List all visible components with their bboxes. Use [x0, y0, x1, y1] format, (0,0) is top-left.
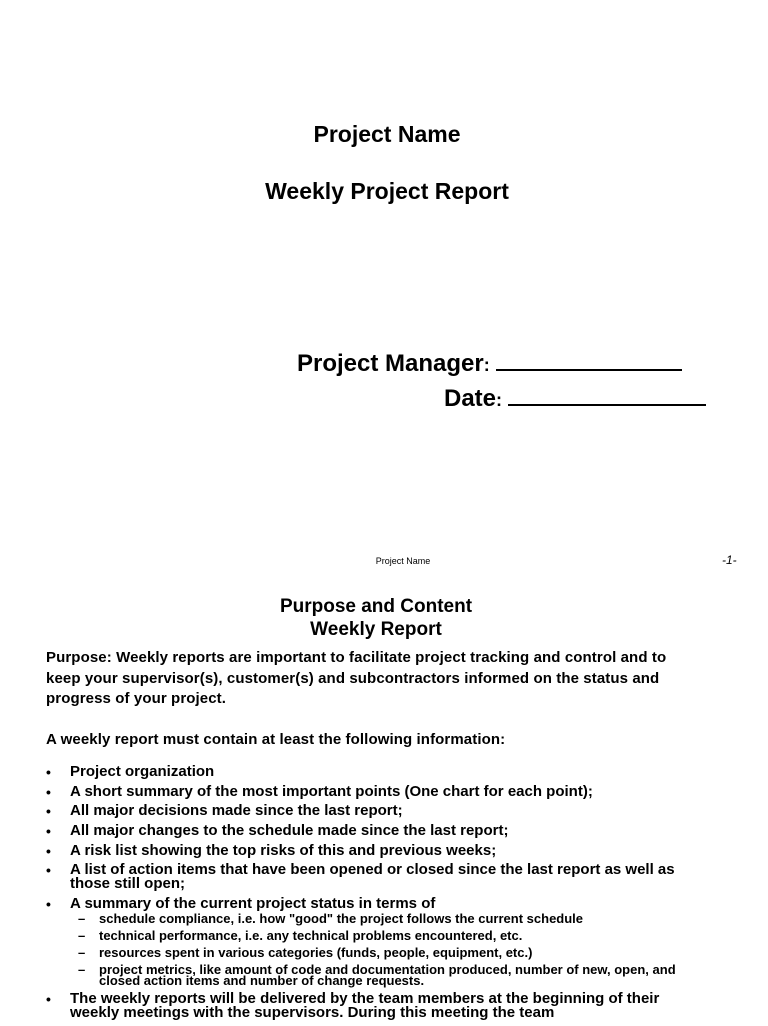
list-item: • A risk list showing the top risks of this and previous weeks; [46, 841, 497, 859]
bullet-icon: • [46, 764, 51, 780]
sub-list-item: – project metrics, like amount of code and documentation produced, number of new, open, and closed action items and number of change requests. [78, 962, 676, 989]
bullet-icon: • [46, 842, 51, 859]
date-blank [508, 388, 706, 406]
sub-list-item: – resources spent in various categories (funds, people, equipment, etc.) [78, 945, 533, 961]
list-item: • The weekly reports will be delivered by the team members at the beginning of their weekly meetings with the supervisors. During this meeting the team [46, 990, 660, 1022]
requirements-list [46, 765, 696, 1026]
dash-icon: – [78, 962, 86, 978]
bullet-icon: • [46, 862, 51, 879]
date-label: Date [444, 385, 497, 412]
project-manager-row [297, 350, 682, 378]
list-item: • A summary of the current project status in terms of – schedule compliance, i.e. how "good" the project follows the current schedule – technical performance, i.e. any technical problems encountered, etc. – resources spent in various categories (funds, people, equipment, etc.) – project metrics, like amount of code and documentation produced, number of new, open, and closed action items and number of change requests. [46, 897, 696, 986]
list-item: • Project organization [46, 763, 215, 780]
sub-list-item: – schedule compliance, i.e. how "good" the project follows the current schedule [78, 911, 584, 927]
cover-report-title: Weekly Project Report [265, 178, 509, 204]
list-item: • All major changes to the schedule made since the last report; [46, 822, 509, 840]
dash-icon: – [78, 928, 86, 944]
bullet-icon: • [46, 783, 51, 800]
section-title-line2: Weekly Report [310, 619, 442, 640]
bullet-icon: • [46, 896, 51, 913]
status-sublist [70, 911, 696, 989]
purpose-paragraph: Purpose: Weekly reports are important to facilitate project tracking and control and to keep your supervisor(s), customer(s) and subcontractors informed on the status and progress of your project. [46, 649, 667, 707]
date-row [444, 385, 706, 413]
dash-icon: – [78, 945, 86, 961]
project-manager-label: Project Manager [297, 350, 484, 377]
section-title-line1: Purpose and Content [279, 596, 473, 617]
footer-page-number: -1- [722, 553, 737, 567]
project-manager-blank [496, 353, 682, 371]
bullet-icon: • [46, 823, 51, 840]
list-item: • A short summary of the most important points (One chart for each point); [46, 782, 593, 800]
bullet-icon: • [46, 991, 51, 1008]
list-item: • A list of action items that have been opened or closed since the last report as well as those still open; [46, 861, 675, 893]
project-manager-colon: : [483, 355, 490, 375]
list-item: • All major decisions made since the last report; [46, 802, 403, 820]
footer-project-name: Project Name [375, 556, 431, 566]
cover-project-name: Project Name [313, 121, 461, 147]
sub-list-item: – technical performance, i.e. any technical problems encountered, etc. [78, 928, 523, 944]
date-colon: : [496, 390, 503, 410]
dash-icon: – [78, 911, 86, 927]
bullet-icon: • [46, 803, 51, 820]
intro-paragraph: A weekly report must contain at least the following information: [46, 731, 506, 748]
